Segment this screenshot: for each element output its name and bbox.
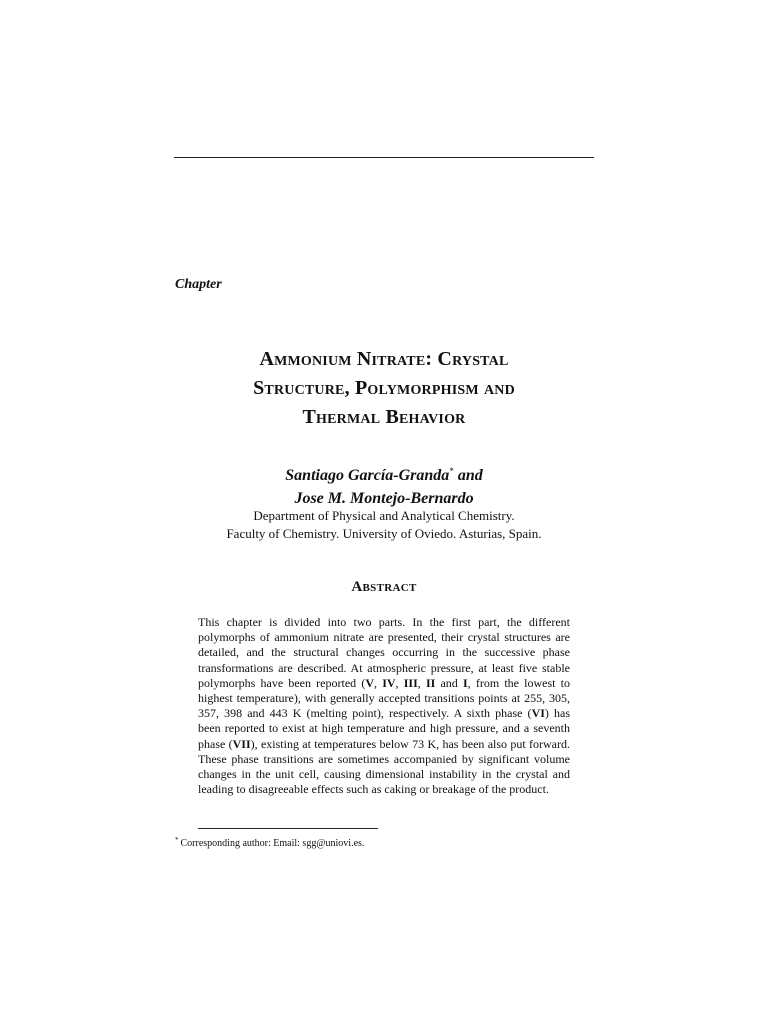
author-1-footnote-mark: * [449, 466, 454, 476]
phase-vi: VI [531, 706, 545, 721]
author-conjunction: and [453, 467, 483, 484]
phase-ii: II [425, 675, 436, 690]
abstract-sep-2: , [395, 675, 404, 690]
author-1: Santiago García-Granda [285, 467, 450, 484]
footnote-rule [198, 828, 378, 829]
phase-v: V [365, 675, 375, 690]
abstract-body [198, 615, 570, 797]
phase-iv: IV [382, 675, 396, 690]
affiliation-line-1: Department of Physical and Analytical Chemistry. [253, 508, 515, 523]
abstract-text-4: ), existing at temperatures below 73 K, has been also put forward. These phase transitions are sometimes accompanied by significant volume changes in the unit cell, causing dimensional instability in the crystal and leading to disagreeable effects such as caking or breakage of the product. [198, 736, 570, 797]
abstract-text-1: This chapter is divided into two parts. In the first part, the different polymorphs of ammonium nitrate are presented, their crystal structures are detailed, and the structural changes occurring in the successive phase transformations are described. At atmospheric pressure, at least five stable polymorphs have been reported ( [198, 615, 570, 690]
abstract-sep-4: and [435, 675, 463, 690]
author-line-1 [140, 460, 628, 487]
footnote [175, 834, 364, 850]
abstract-sep-1: , [374, 675, 383, 690]
title-line-1: Ammonium Nitrate: Crystal [259, 348, 509, 370]
phase-vii: VII [232, 736, 251, 751]
header-rule [174, 157, 594, 158]
abstract-sep-3: , [417, 675, 426, 690]
footnote-text: Corresponding author: Email: sgg@uniovi.es. [180, 838, 365, 849]
title-line-2: Structure, Polymorphism and [253, 377, 515, 399]
affiliation-line-2: Faculty of Chemistry. University of Oviedo. Asturias, Spain. [226, 526, 542, 541]
footnote-mark: * [175, 836, 179, 844]
phase-i: I [462, 675, 468, 690]
abstract-text-2: , from the lowest to highest temperature), with generally accepted transitions points at 255, 305, 357, 398 and 443 K (melting point), respectively. A sixth phase ( [198, 675, 571, 721]
title-line-3: Thermal Behavior [302, 406, 466, 428]
abstract-heading: Abstract [351, 579, 417, 595]
chapter-title [140, 345, 628, 432]
authors [140, 460, 628, 510]
phase-iii: III [403, 675, 418, 690]
chapter-label: Chapter [175, 277, 222, 292]
author-2: Jose M. Montejo-Bernardo [294, 490, 474, 507]
affiliation [140, 507, 628, 543]
abstract-text-3: ) has been reported to exist at high temperature and high pressure, and a seventh phase ( [198, 706, 570, 751]
